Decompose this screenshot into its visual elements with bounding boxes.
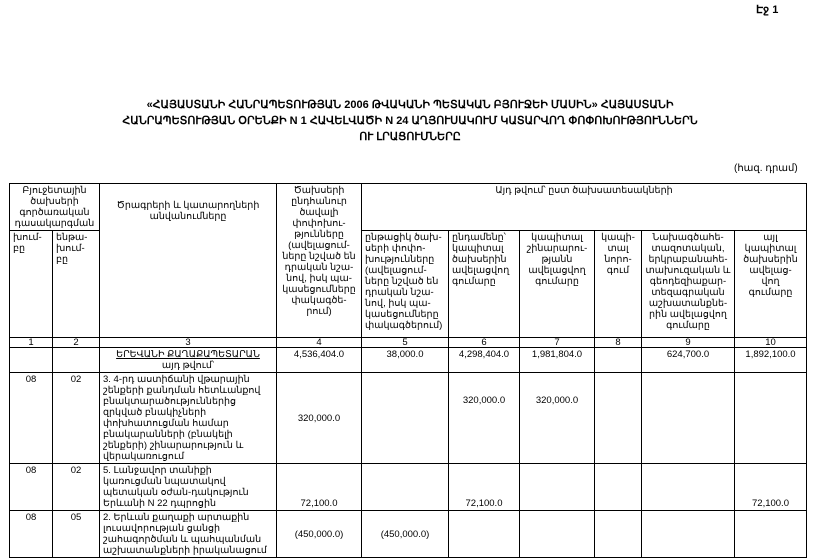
capital-repair-cell (595, 464, 642, 511)
other-capital-cell: 72,100.0 (735, 464, 807, 511)
subgroup-cell (53, 348, 100, 373)
table-row (10, 348, 807, 373)
design-research-cell (642, 373, 735, 464)
current-cell: (450,000.0) (362, 511, 449, 558)
header-design-research: Նախագծահե- տազոտական, երկրաբանահե- տախուզական և գեոդեզիաքար- տեզագրական աշխատանքնե- րին ավելացվող գումարը (642, 231, 735, 338)
capital-construction-cell (520, 464, 595, 511)
column-number: 1 (10, 338, 53, 348)
column-number: 3 (100, 338, 277, 348)
other-capital-cell (735, 511, 807, 558)
header-classification: Բյուջետային ծախսերի գործառական դասակարգման (10, 184, 100, 231)
column-number: 5 (362, 338, 449, 348)
capital-total-cell: 72,100.0 (449, 464, 520, 511)
header-subgroup: ենթա- խում- բը (53, 231, 100, 338)
column-numbers-row (10, 338, 807, 348)
other-capital-cell: 1,892,100.0 (735, 348, 807, 373)
header-capital-repair: կապի- տալ նորո- գում (595, 231, 642, 338)
subgroup-cell: 02 (53, 373, 100, 464)
capital-construction-cell: 320,000.0 (520, 373, 595, 464)
header-current: ընթացիկ ծախ- սերի փոփո- խությունները (ավելացում- ները նշված են դրական նշա- նով, իսկ պա- կասեցումները փակագծերում) (362, 231, 449, 338)
name-cell (100, 348, 277, 373)
current-cell (362, 373, 449, 464)
group-cell: 08 (10, 511, 53, 558)
capital-total-cell: 320,000.0 (449, 373, 520, 464)
group-cell (10, 348, 53, 373)
capital-construction-cell (520, 511, 595, 558)
total-cell: 320,000.0 (277, 373, 362, 464)
header-by-type: Այդ թվում՝ ըստ ծախսատեսակների (362, 184, 807, 231)
capital-repair-cell (595, 348, 642, 373)
name-cell: 5. Լանջավոր տանիքի կառուցման նպատակով պետական օժան-դակություն Երևանի N 22 դպրոցին (100, 464, 277, 511)
column-number: 7 (520, 338, 595, 348)
page-number: Էջ 1 (756, 4, 779, 16)
subgroup-cell: 02 (53, 464, 100, 511)
column-number: 8 (595, 338, 642, 348)
table-row (10, 511, 807, 558)
capital-repair-cell (595, 511, 642, 558)
header-group: խում- բը (10, 231, 53, 338)
capital-total-cell (449, 511, 520, 558)
changes-table (9, 183, 807, 558)
total-cell: 72,100.0 (277, 464, 362, 511)
column-number: 9 (642, 338, 735, 348)
total-cell: 4,536,404.0 (277, 348, 362, 373)
design-research-cell (642, 464, 735, 511)
column-number: 4 (277, 338, 362, 348)
other-capital-cell (735, 373, 807, 464)
capital-repair-cell (595, 373, 642, 464)
name-cell: 2. Երևան քաղաքի արտաքին լուսավորության ցանցի շահագործման և պահպանման աշխատանքների իրականացում (100, 511, 277, 558)
header-capital-total: ընդամենը՝ կապիտալ ծախսերին ավելացվող գումարը (449, 231, 520, 338)
column-number: 2 (53, 338, 100, 348)
header-capital-construction: կապիտալ շինարարու- թյանն ավելացվող գումարը (520, 231, 595, 338)
design-research-cell: 624,700.0 (642, 348, 735, 373)
header-other-capital: այլ կապիտալ ծախսերին ավելաց- վող գումարը (735, 231, 807, 338)
current-cell: 38,000.0 (362, 348, 449, 373)
table-row (10, 373, 807, 464)
total-cell: (450,000.0) (277, 511, 362, 558)
including-label: այդ թվում՝ (161, 360, 215, 371)
capital-construction-cell: 1,981,804.0 (520, 348, 595, 373)
capital-total-cell: 4,298,404.0 (449, 348, 520, 373)
subgroup-cell: 05 (53, 511, 100, 558)
name-cell: 3. 4-րդ աստիճանի վթարային շենքերի քանդման հետևանքով բնակտարածություններից զրկված բնակիչների փոխհատուցման համար բնակարանների (բնակելի շենքերի) շինարարություն և վերակառուցում (100, 373, 277, 464)
header-names: Ծրագրերի և կատարողների անվանումները (100, 184, 277, 338)
design-research-cell (642, 511, 735, 558)
header-total: Ծախսերի ընդհանուր ծավալի փոփոխու- թյունները (ավելացում- ները նշված են դրական նշա- նով, իսկ պա- կասեցումները փակագծե- րում) (277, 184, 362, 338)
group-cell: 08 (10, 373, 53, 464)
column-number: 6 (449, 338, 520, 348)
document-title: «ՀԱՅԱՍՏԱՆԻ ՀԱՆՐԱՊԵՏՈՒԹՅԱՆ 2006 ԹՎԱԿԱՆԻ ՊԵՏԱԿԱՆ ԲՅՈՒՋԵԻ ՄԱՍԻՆ» ՀԱՅԱՍՏԱՆԻ ՀԱՆՐԱՊԵՏՈՒԹՅԱՆ ՕՐԵՆՔԻ N 1 ՀԱՎԵԼՎԱԾԻ N 24 ԱՂՅՈՒՍԱԿՈՒՄ ԿԱՏԱՐՎՈՂ ՓՈՓՈԽՈՒԹՅՈՒՆՆԵՐՆ ՈՒ ԼՐԱՑՈՒՄՆԵՐԸ (122, 99, 698, 143)
table-row (10, 464, 807, 511)
units-label: (հազ. դրամ) (734, 163, 798, 174)
group-cell: 08 (10, 464, 53, 511)
current-cell (362, 464, 449, 511)
column-number: 10 (735, 338, 807, 348)
executor-name: ԵՐԵՎԱՆԻ ՔԱՂԱՔԱՊԵՏԱՐԱՆ (116, 349, 260, 360)
